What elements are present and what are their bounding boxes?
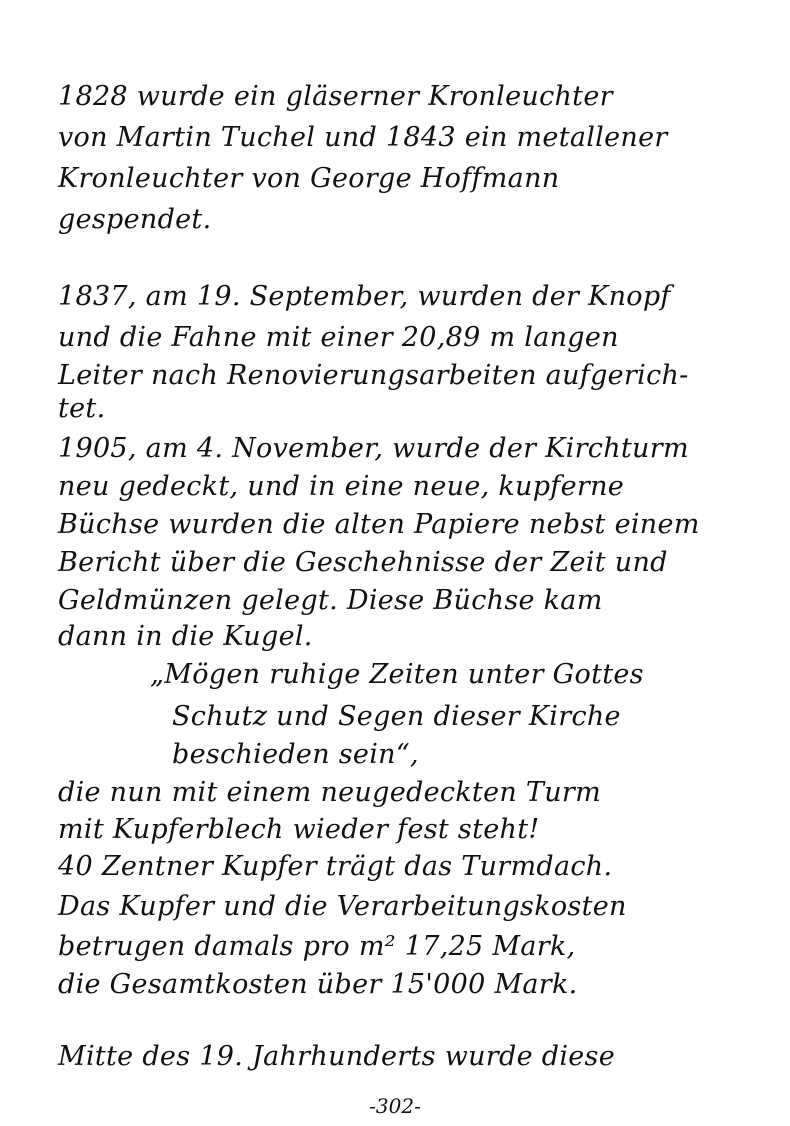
text-line: Das Kupfer und die Verarbeitungskosten xyxy=(58,891,627,922)
text-line: Mitte des 19. Jahrhunderts wurde diese xyxy=(58,1041,615,1072)
quote-line: „Mögen ruhige Zeiten unter Gottes xyxy=(150,659,644,690)
text-line: betrugen damals pro m² 17,25 Mark, xyxy=(58,931,576,962)
text-line: dann in die Kugel. xyxy=(58,621,313,652)
text-line: 1905, am 4. November, wurde der Kirchturm xyxy=(58,433,689,464)
text-line: mit Kupferblech wieder fest steht! xyxy=(58,814,540,845)
text-line: gespendet. xyxy=(58,204,212,235)
text-line: Leiter nach Renovierungsarbeiten aufgerich- xyxy=(58,360,689,391)
text-line: 1837, am 19. September, wurden der Knopf xyxy=(58,281,671,312)
text-line: die Gesamtkosten über 15'000 Mark. xyxy=(58,969,578,1000)
page-number: -302- xyxy=(369,1094,421,1118)
quote-line: beschieden sein“, xyxy=(172,739,419,770)
text-line: und die Fahne mit einer 20,89 m langen xyxy=(58,322,619,353)
text-line: tet. xyxy=(58,393,106,424)
text-line: neu gedeckt, und in eine neue, kupferne xyxy=(58,471,625,502)
text-line: 40 Zentner Kupfer trägt das Turmdach. xyxy=(58,851,613,882)
text-line: 1828 wurde ein gläserner Kronleuchter xyxy=(58,81,613,112)
text-line: die nun mit einem neugedeckten Turm xyxy=(58,777,602,808)
text-line: Bericht über die Geschehnisse der Zeit und xyxy=(58,547,668,578)
text-line: Kronleuchter von George Hoffmann xyxy=(58,163,560,194)
text-line: Geldmünzen gelegt. Diese Büchse kam xyxy=(58,585,603,616)
text-line: Büchse wurden die alten Papiere nebst einem xyxy=(58,509,700,540)
text-line: von Martin Tuchel und 1843 ein metallener xyxy=(58,122,668,153)
quote-line: Schutz und Segen dieser Kirche xyxy=(172,701,621,732)
